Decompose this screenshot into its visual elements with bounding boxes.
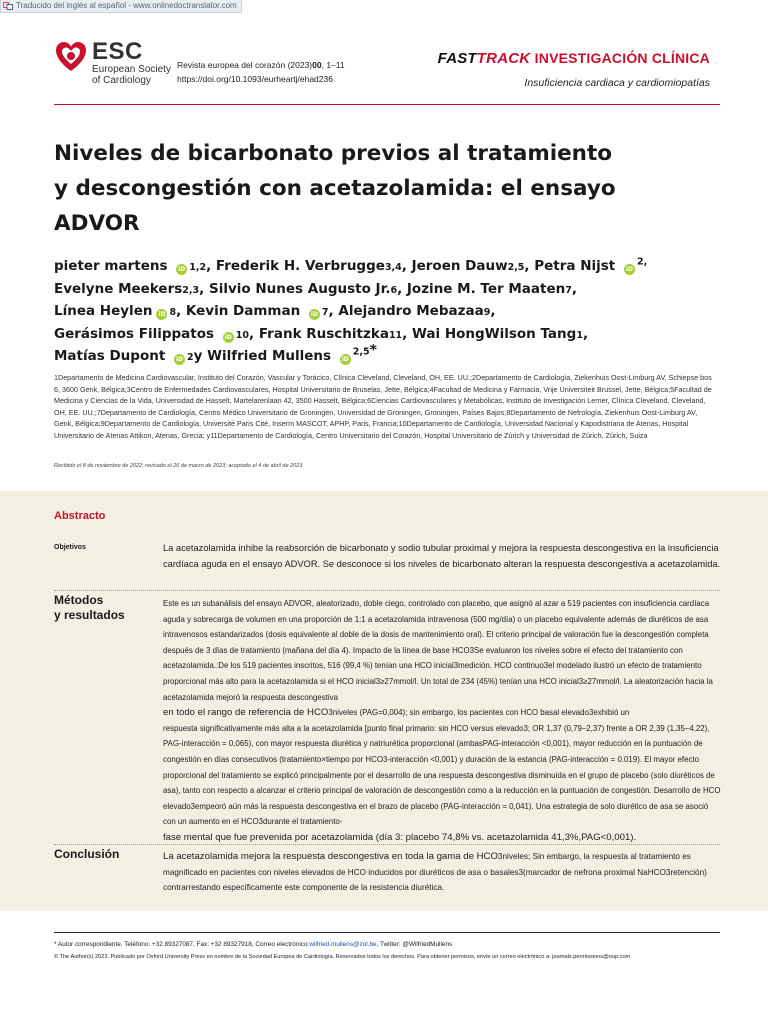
correspondence-footnote [54,941,452,948]
abstract-divider [54,590,720,591]
author-name[interactable]: , Frederik H. Verbrugge [206,258,385,274]
objectives-text: La acetazolamida inhibe la reabsorción de bicarbonato y sodio tubular proximal y mejora la respuesta descongestiva en la insuficiencia cardíaca aguda en el ensayo ADVOR. Se desconoce si los niveles de bicarbonato alteran la respuesta descongestiva a acetazolamida. [163,543,721,569]
author-name[interactable]: , Jeroen Dauw [401,258,508,274]
header-divider [54,104,720,105]
author-affiliation: 6 [390,284,398,296]
orcid-icon[interactable]: iD [224,333,232,341]
orcid-icon[interactable]: iD [625,266,633,273]
author-line-2 [54,279,694,302]
methods-paragraph-3: respuesta significativamente más alta a la acetazolamida [punto final primario: sin HCO versus elevado3; OR 1,37 (0,79–2,37) frente a OR 2,39 (1,35–4,22), PAG-interacción = 0,065), con mayor respuesta diurética y natriurética proporcional (ambasPAG-interacción <0,001), mayor reducción en la puntuación de congestión en días consecutivos (tratamiento×tiempo por HCO3-interacción <0,001) y duración de la estancia (PAG-interacción = 0.019). El mayor efecto proporcional del tratamiento se explicó principalmente por el desarrollo de una respuesta descongestiva disminuida en el grupo de placebo (solo diuréticos de asa), tanto con respecto a alcanzar el criterio principal de valoración de descongestión como a la reducción en la puntuación de congestión. Desarrollo de HCO elevado3empeoró aún más la respuesta descongestiva en el brazo de placebo (PAG-interacción = 0,041). Una estrategia de solo diurético de asa se asoció con un aumento en el HCO3durante el tratamiento- [163,723,721,827]
methods-label-line-2: y resultados [54,608,125,622]
methods-paragraph-1: Este es un subanálisis del ensayo ADVOR, aleatorizado, doble ciego, controlado con placebo, que asignó al azar a 519 pacientes con insuficiencia cardíaca aguda y sobrecarga de volumen en una proporción de 1:1 a acetazolamida intravenosa (500 mg/día) o un placebo equivalente además de diuréticos de asa intravenosos estandarizados (dosis equivalente al doble de la dosis de mantenimiento oral). El criterio principal de valoración fue la descongestión completa después de 3 días de tratamiento (mañana del día 4). Impacto de la línea de base HCO3Se evaluaron los niveles sobre el efecto del tratamiento con acetazolamida.:De los 519 pacientes inscritos, 516 (99,4 %) tenían una HCO inicial3medición. HCO continuo3el modelado ilustró un efecto de tratamiento proporcional más alto para la acetazolamida si el HCO inicial3≥27mmol/l. Un total de 234 (45%) tenían una HCO inicial3≥27mmol/l. La aleatorización hacia la acetazolamida mejoró la respuesta descongestiva [163,599,713,702]
conclusion-text [163,849,723,896]
author-separator: , [490,303,496,319]
corresponding-author-star: * [369,342,377,359]
article-title [54,136,674,241]
conclusion-label: Conclusión [54,847,120,861]
title-line-2: y descongestión con acetazolamida: el ensayo [54,176,616,201]
author-line-3 [54,301,694,324]
affiliations: 1Departamento de Medicina Cardiovascular, Instituto del Corazón, Vascular y Torácico, Clínica Cleveland, Cleveland, OH, EE. UU.;2Departamento de Cardiología, Ziekenhuis Oost-Limburg AV, Schiepse bos 6, 3600 Genk, Bélgica;3Centro de Enfermedades Cardiovasculares, Hospital Universitario de Bruselas, Jette, Bélgica;4Facultad de Medicina y Farmacia, Vrije Universiteit Brussel, Jette, Bélgica;5Facultad de Medicina y Ciencias de la Vida, Universidad de Hasselt, Martelarenlaan 42, 3500 Hasselt, Bélgica;6Ciencias Cardiovasculares y Metabólicas, Instituto de Investigación Lerner, Clínica Cleveland, Cleveland, OH, EE. UU.;7Departamento de Cardiología, Centro Médico Universitario de Groningen, Universidad de Groningen, Groningen, Países Bajos;8Departamento de Nefrología, Ziekenhuis Oost-Limburg AV, Genk, Bélgica;9Departamento de Cardiología, Université Paris Cité, Inserm MASCOT, APHP, Paris, Francia;10Departamento de Cardiología, Universidad Nacional y Kapodistriana de Atenas, Hospital Universitario de Atenas Attikon, Atenas, Grecia; y11Departamento de Cardiología, Centro Universitario del Corazón, Hospital Universitario de Zúrich y Universidad de Zúrich, Zúrich, Suiza [54,373,712,440]
author-affiliation: 7 [565,284,572,296]
author-separator: , [582,325,589,342]
author-affiliation: 2,3 [182,284,200,296]
orcid-icon[interactable]: iD [178,266,186,273]
twitter-text: , Twitter: @WilfriedMullens [376,941,453,948]
author-line-5 [54,342,694,369]
methods-label-line-1: Métodos [54,593,104,607]
author-affiliation: 2,5 [352,346,370,358]
methods-paragraph-2: 3niveles (PAG=0,004); sin embargo, los pacientes con HCO basal elevado3exhibió un [328,708,630,718]
author-name[interactable]: Matías Dupont [54,348,166,364]
methods-paragraph-4: fase mental que fue prevenida por acetazolamida (día 3: placebo 74,8% vs. acetazolamida 41,3%,PAG<0,001). [163,831,637,843]
correspondence-text: * Autor correspondiente. Teléfono: +32 89327087, Fax: +32 89327918, Correo electrónico: [54,941,310,948]
esc-logo [54,40,171,86]
author-affiliation: 1 [576,329,583,341]
translator-banner[interactable] [0,0,242,13]
author-affiliation: 7 [321,307,329,318]
author-affiliation: 8 [169,307,177,318]
author-affiliation: 2, [636,256,648,268]
heart-logo-icon [54,40,88,74]
journal-volume: 00 [312,60,322,70]
methods-text [163,596,723,846]
title-line-3: ADVOR [54,211,140,236]
conclusion-lead: La acetazolamida mejora la respuesta descongestiva en toda la gama de HCO [163,851,498,862]
author-name[interactable]: , Alejandro Mebazaa [328,303,484,319]
methods-label [54,593,125,623]
orcid-icon[interactable]: iD [341,356,349,363]
journal-name: Revista europea del corazón (2023) [177,60,313,70]
author-name[interactable]: y Wilfried Mullens [193,348,332,364]
fast-label: FAST [437,50,477,67]
section-label: Insuficiencia cardiaca y cardiomiopatías [524,77,710,89]
journal-citation [177,58,345,86]
email-link[interactable]: wilfried.mullens@zol.be [309,941,377,948]
footer-divider [54,932,720,933]
author-affiliation: 3,4 [384,262,402,273]
objectives-label: Objetivos [54,544,86,551]
author-name[interactable]: , Kevin Damman [176,303,301,319]
doi-link[interactable]: https://doi.org/10.1093/eurheartj/ehad236 [177,74,333,84]
received-dates: Recibido el 8 de noviembre de 2022; revisado el 26 de marzo de 2023; aceptado el 4 de abril de 2023 [54,463,303,469]
conclusion-rest: 3niveles; Sin embargo, la respuesta al tratamiento es magnificado en pacientes con niveles elevados de HCO inducidos por diuréticos de asa o basales3(marcador de nefrona proximal NaHCO3retención) contrarrestando específicamente este componente de la resistencia diurética. [163,852,707,892]
author-affiliation: 11 [388,329,403,341]
author-name[interactable]: Evelyne Meekers [54,280,183,297]
logo-name: ESC [92,38,143,65]
author-name[interactable]: , Silvio Nunes Augusto Jr. [199,280,391,297]
category-label: INVESTIGACIÓN CLÍNICA [534,50,710,66]
fasttrack-header [438,50,710,67]
abstract-divider [54,844,720,845]
author-affiliation: 10 [235,329,249,341]
copyright-footnote: © The Author(s) 2023. Publicado por Oxford University Press en nombre de la Sociedad Europea de Cardiología. Reservados todos los derechos. Para obtener permisos, envíe un correo electrónico a: journals.permissions@oup.com [54,954,631,960]
author-name[interactable]: Línea Heylen [54,303,153,319]
author-name[interactable]: , Frank Ruschitzka [249,325,389,342]
logo-line-1: European Society [92,64,171,75]
author-name[interactable]: , Wai HongWilson Tang [402,325,577,342]
author-line-1 [54,256,694,279]
author-name[interactable]: pieter martens [54,258,168,274]
title-line-1: Niveles de bicarbonato previos al tratamiento [54,141,613,166]
track-label: TRACK [476,50,531,67]
orcid-icon[interactable]: iD [175,356,184,363]
translator-banner-text[interactable]: Traducido del inglés al español - www.onlinedoctranslator.com [16,1,237,10]
abstract-heading: Abstracto [54,510,106,522]
orcid-icon[interactable]: iD [158,311,166,318]
journal-pages: , 1–11 [321,60,345,70]
translate-icon [3,2,13,10]
author-separator: , [571,280,577,297]
author-name[interactable]: Gerásimos Filippatos [54,325,215,342]
author-affiliation: 2,5 [507,262,525,273]
author-affiliation: 1,2 [189,262,207,273]
logo-line-2: of Cardiology [92,75,151,86]
author-affiliation: 9 [483,307,491,318]
orcid-icon[interactable]: iD [310,311,318,318]
author-affiliation: 2 [187,352,194,363]
author-name[interactable]: , Jozine M. Ter Maaten [397,280,566,297]
author-name[interactable]: , Petra Nijst [524,258,616,274]
author-list [54,256,694,369]
methods-paragraph-2-lead: en todo el rango de referencia de HCO [163,707,329,719]
